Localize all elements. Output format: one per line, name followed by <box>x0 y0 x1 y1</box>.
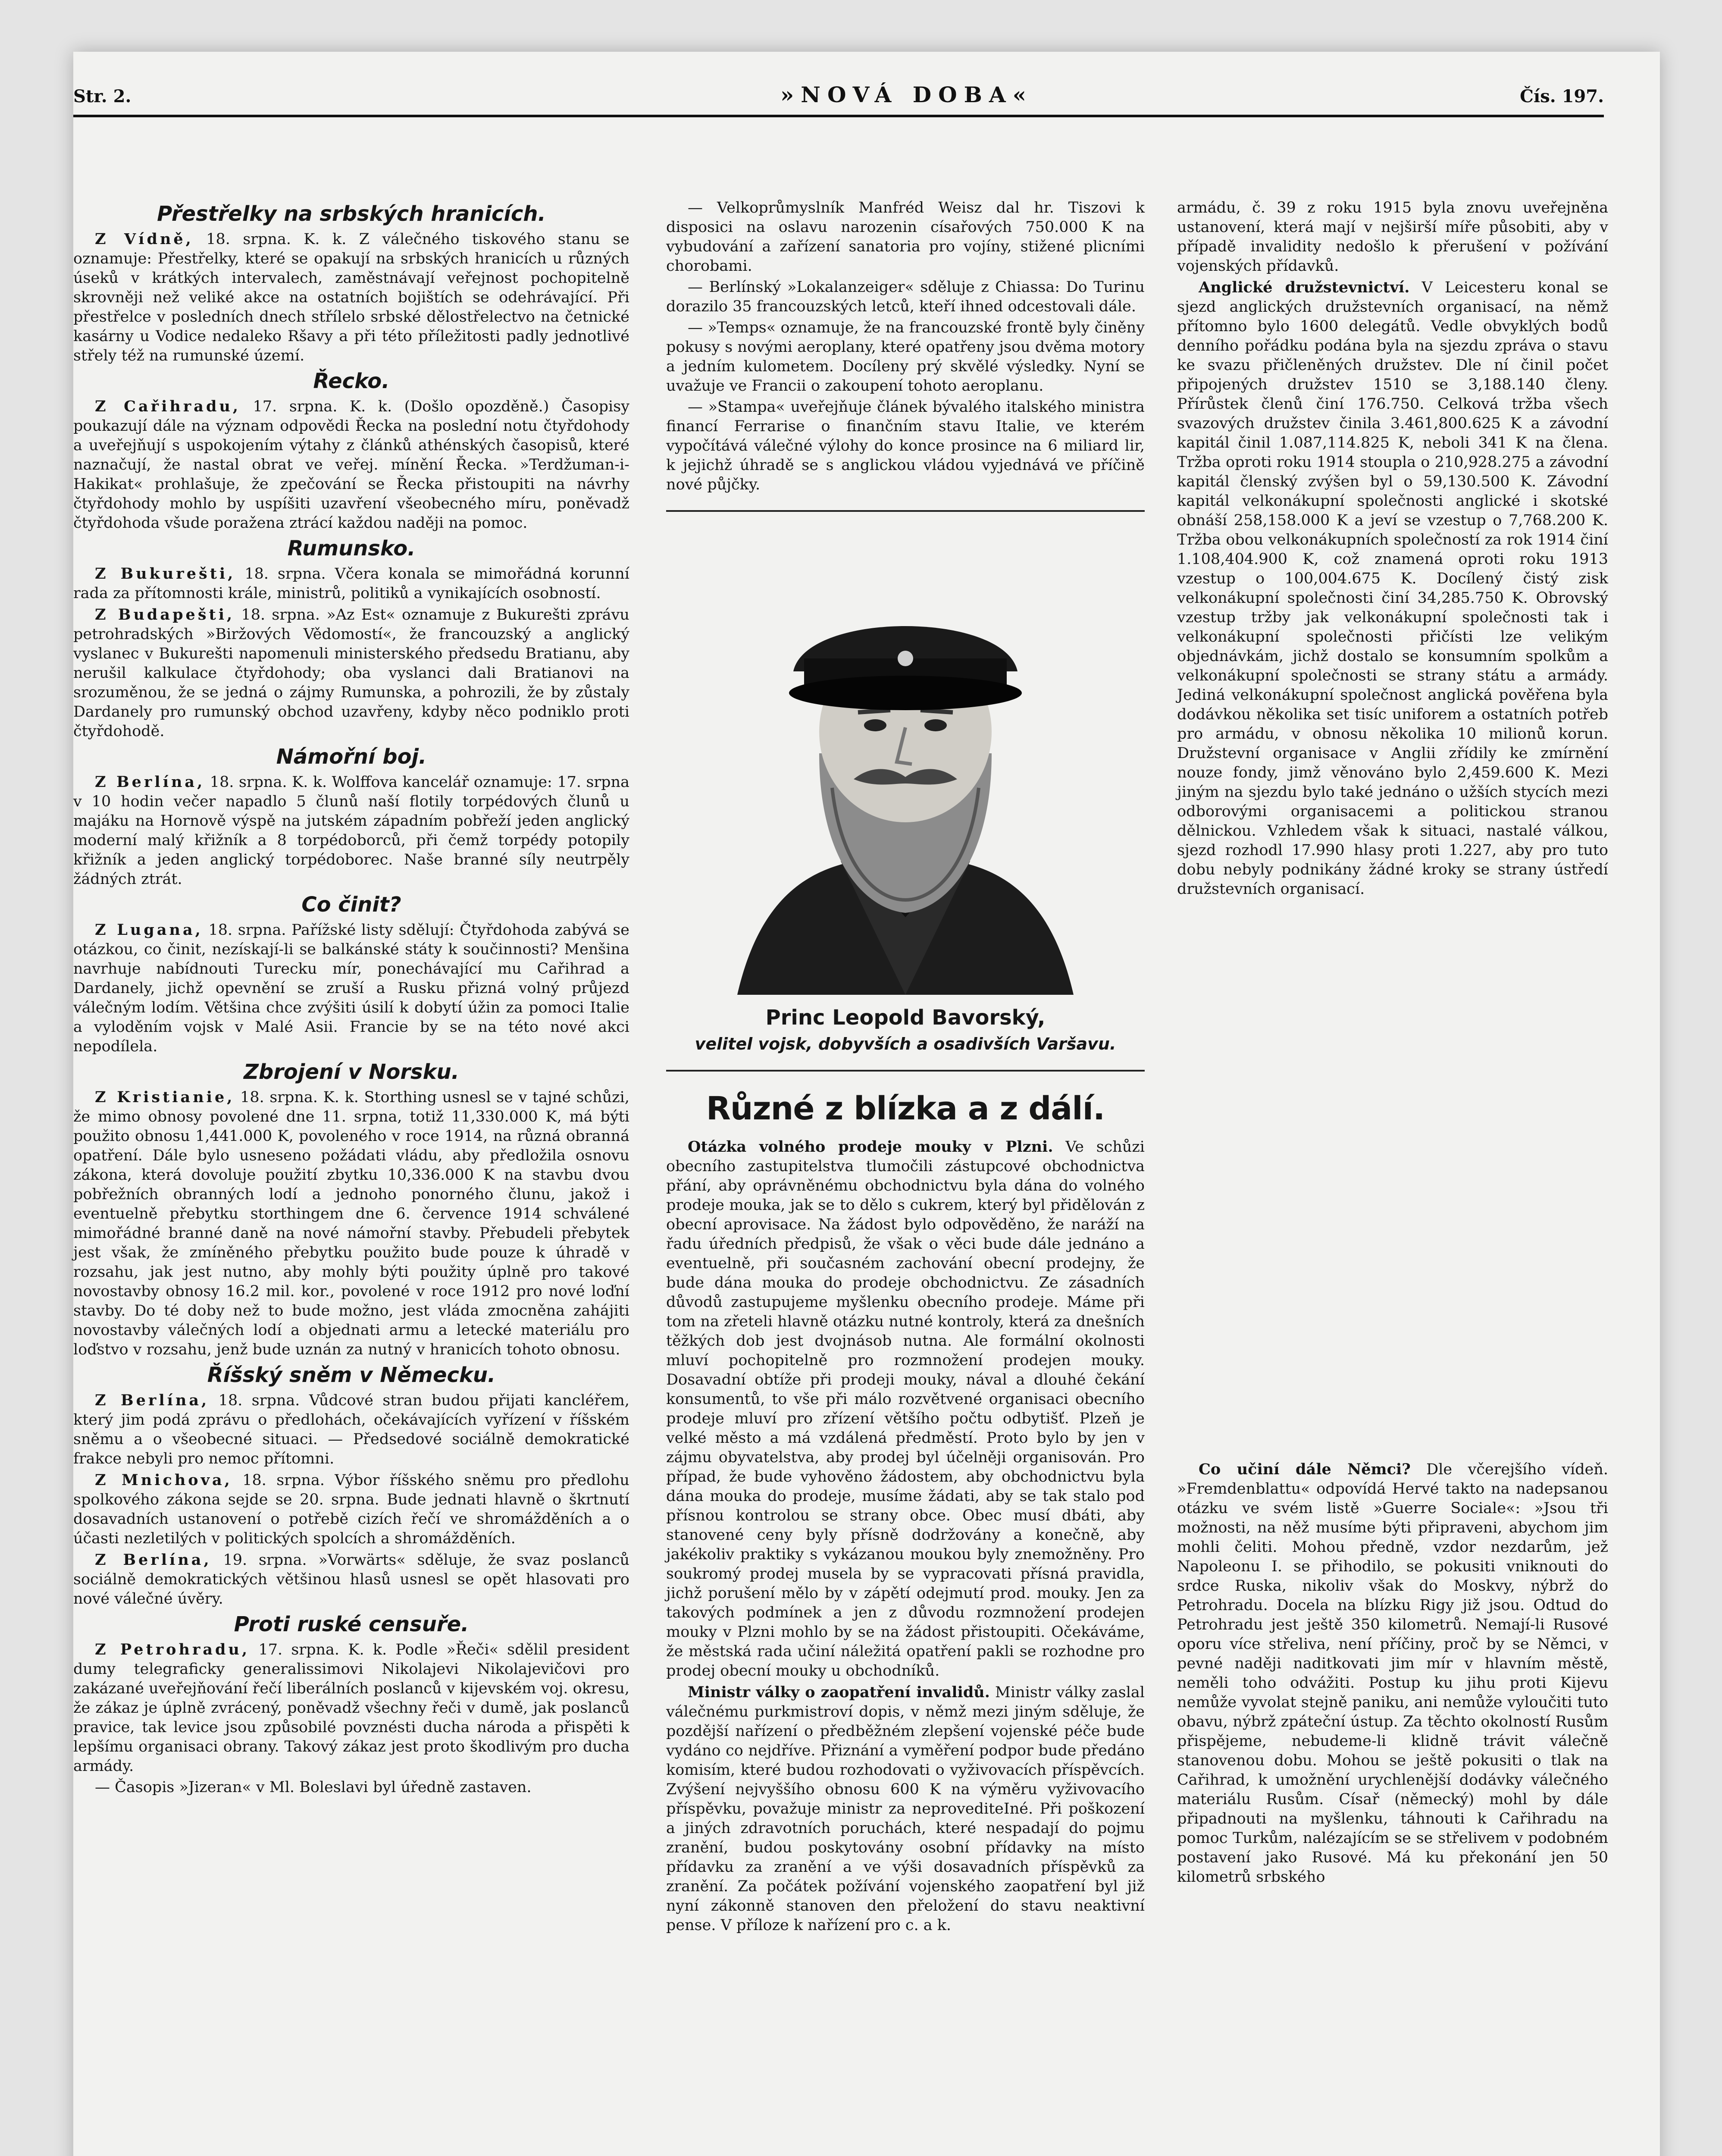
page-header <box>73 73 1604 121</box>
header-rule <box>73 115 1604 117</box>
article-paragraph <box>666 1683 1145 1935</box>
article-heading: Námořní boj. <box>276 745 427 769</box>
dateline-place: Z Budapešti, <box>95 606 235 624</box>
portrait-illustration <box>711 529 1099 995</box>
article-paragraph <box>73 1640 629 1776</box>
article-heading: Rumunsko. <box>287 536 416 561</box>
news-item: — Velkoprůmyslník Manfréd Weisz dal hr. Tiszovi k disposici na oslavu narozenin císařových 750.000 K na vybudování a zařízení sanatoria pro vojíny, stižené plicními chorobami. <box>666 199 1145 275</box>
portrait-subcaption: velitel vojsk, dobyvších a osadivších Varšavu. <box>695 1034 1116 1053</box>
article-text: 18. srpna. Výbor říšského sněmu pro předlohu spolkového zákona sejde se 20. srpna. Bude jednati hlavně o škrtnutí dosavadních ustanovení o potřebě cizích řečí ve shromážděních a o účasti nezletilých v politických spolcích a shromážděních. <box>73 1472 629 1547</box>
article-paragraph <box>666 1137 1145 1681</box>
article-paragraph <box>73 605 629 741</box>
article-text: 19. srpna. »Vorwärts« sděluje, že svaz poslanců sociálně demokratických většinou hlasů usnesl se opět hlasovati pro nové válečné úvěry. <box>73 1551 629 1608</box>
article-subheading: Co učiní dále Němci? <box>1199 1460 1411 1478</box>
article-paragraph <box>73 1470 629 1548</box>
article-text: V Leicesteru konal se sjezd anglických družstevních organisací, na němž přítomno bylo 1600 delegátů. Vedle obvyklých bodů denního pořádku podána byla na sjezdu zpráva o stavu ke svazu přičleněných družstev. Dle ní činil počet připojených družstev 1510 se 3,188.140 členy. Přírůstek členů činí 176.750. Celková tržba všech svazových družstev činila 3.461,800.625 K a závodní kapitál činil 1.087,114.825 K, neboli 341 K na člena. Tržba oproti roku 1914 stoupla o 210,928.275 a závodní kapitál členský zvýšen byl o 59,130.500 K. Závodní kapitál velkonákupní společnosti anglické i skotské obnáší 258,158.000 K a jeví se vzestup o 7,768.200 K. Tržba obou velkonákupních společností za rok 1914 činí 1.108,404.900 K, což znamená oproti roku 1913 vzestup o 100,004.675 K. Docílený čistý zisk velkonákupní společnosti činí 34,285.750 K. Obrovský vzestup tržby jak velkonákupní společnosti tak i velkonákupní společnosti přičísti lze velikým objednávkám, jichž dostalo se konsumním spolkům a velkonákupní společnosti se strany státu a armády. Jediná velkonákupní společnost anglická pověřena byla dodávkou několika set tisíc uniforem a ostatních potřeb pro armádu, v obnosu několika 10 milionů korun. Družstevní organisace v Anglii zřídily ke zmírnění nouze fondy, jimž věnováno bylo 2,459.600 K. Mezi jiným na sjezdu bylo také jednáno o užších stycích mezi odborovými organisacemi a politickou stranou dělnickou. Vzhledem však k situaci, nastalé válkou, sjezd rozhodl 17.990 hlasy proti 1.227, aby pro tuto dobu nebyly podnikány žádné kroky se strany ústředí družstevních organisací. <box>1177 279 1608 898</box>
article-paragraph <box>1177 1460 1608 1887</box>
section-heading: Různé z blízka a z dálí. <box>706 1090 1105 1127</box>
divider <box>666 1070 1145 1072</box>
article-heading: Co činit? <box>301 893 401 917</box>
article-text: Ve schůzi obecního zastupitelstva tlumočili zástupcové obchodnictva přání, aby oprávněnému obchodnictvu byla dána do volného prodeje mouka, jak se to dělo s cukrem, který byl přidělován z obecní aprovisace. Na žádost bylo odpověděno, že naráží na řadu úředních předpisů, že však o věci bude dále jednáno a eventuelně, při současném zachování obecní prodejny, že bude dána mouka do prodeje obchodnictvu. Ze zásadních důvodů zastupujeme myšlenku obecního prodeje. Máme při tom na zřeteli hlavně otázku nutné kontroly, která za dnešních těžkých dob jest dvojnásob nutna. Ale formální okolnosti mluví pochopitelně pro rozmnožení prodejen mouky. Dosavadní obtíže při prodeji mouky, nával a dlouhé čekání konsumentů, to vše při málo rozvětvené organisaci obecního prodeje mluví pro zřízení většího počtu odbytišť. Plzeň je velké město a má vzdálená předměstí. Proto bylo by jen v zájmu obyvatelstva, aby prodej byl účelněji organisován. Pro případ, že bude vyhověno žádostem, aby obchodnictvu byla dána mouka do prodeje, musíme žádati, aby se tak stalo pod přísnou kontrolou se strany obce. Obec musí dbáti, aby stanovené ceny byly přísně dodržovány a konečně, aby jakékoliv praktiky s vykázanou moukou byly znemožněny. Pro soukromý prodej musela by se vypracovati přísná pravidla, jichž porušení mělo by v zápětí odejmutí prod. mouky. Jen za takových podmínek a jen z důvodu rozmnožení prodejen mouky v Plzni mohlo by se na žádost přistoupiti. Očekáváme, že městská rada učiní náležitá opatření pakli se rozhodne pro prodej obecní mouky u obchodníků. <box>666 1138 1145 1680</box>
portrait-figure <box>666 529 1145 995</box>
article-subheading: Anglické družstevnictví. <box>1199 279 1410 296</box>
article-text: 17. srpna. K. k. Podle »Řeči« sdělil president dumy telegraficky generalissimovi Nikolajevi Nikolajevičovi pro zakázané uveřejňování řečí liberálních poslanců v kijevském voj. okresu, že zákaz je úplně zvrácený, poněvadž všechny řeči v dumě, jak poslanců pravice, tak levice jsou způsobilé povznésti ducha národa a přispěti k lepšímu organisaci obrany. Takový zákaz jest proto škodlivým pro ducha armády. <box>73 1641 629 1775</box>
article-paragraph <box>73 1087 629 1360</box>
article-paragraph <box>73 1391 629 1469</box>
article-heading: Řecko. <box>313 369 390 393</box>
article-text: 18. srpna. K. k. Storthing usnesl se v tajné schůzi, že mimo obnosy povolené dne 11. srpna, totiž 11,330.000 K, má býti použito obnosu 1,441.000 K, povoleného v roce 1914, na různá obranná opatření. Dále bylo usneseno požádati vládu, aby předložila osnovu zákona, která dovoluje použití zbytku 10,336.000 K na stavbu dvou pobřežních obranných lodí a jednoho ponorného člunu, jakož i eventuelně přebytku storthingem dne 6. července 1914 schválené mimořádné branné daně na nové námořní stavby. Přebudeli přebytek jest však, že zmíněného přebytku použito bude pouze k úhradě v rozsahu, jak jest nutno, aby mohly býti použity úplně pro takové novostavby obnosy 16.2 mil. kor., povolené v roce 1912 pro nové loďní stavby. Do té doby než to bude možno, jest vláda zmocněna zahájiti novostavby válečných lodí a objednati armu a letecké materiálu pro loďstvo v rozsahu, jenž bude uznán za nutný v hranicích tohoto obnosu. <box>73 1089 629 1358</box>
dateline-place: Z Petrohradu, <box>95 1641 250 1658</box>
article-text: 18. srpna. Pařížské listy sdělují: Čtyřdohoda zabývá se otázkou, co činit, nezískají-li se balkánské státy k součinnosti? Menšina navrhuje nabídnouti Turecku mír, ponechávající mu Cařihrad a Dardanely, jichž opevnění se zruší a Rusku přizná volný průjezd válečným lodím. Většina chce zvýšiti úsilí k dobytí úžin za pomoci Italie a vyloděním vojsk v Malé Asii. Francie by se na této nové akci nepodílela. <box>73 921 629 1055</box>
article-subheading: Ministr války o zaopatření invalidů. <box>688 1683 990 1701</box>
article-paragraph <box>73 397 629 533</box>
column-2 <box>666 198 1145 1937</box>
article-text: 18. srpna. Včera konala se mimořádná korunní rada za přítomnosti krále, ministrů, politiků a vynikajících osobností. <box>73 565 629 602</box>
article-paragraph <box>73 772 629 889</box>
dateline-place: Z Lugana, <box>95 921 203 939</box>
article-paragraph <box>73 920 629 1056</box>
column-1 <box>73 198 629 1799</box>
article-paragraph: armádu, č. 39 z roku 1915 byla znovu uveřejněna ustanovení, která mají v nejširší míře působiti, aby v případě invalidity nedošlo k přerušení v požívání vojenských přídavků. <box>1177 199 1608 275</box>
article-heading: Přestřelky na srbských hranicích. <box>157 202 546 226</box>
article-heading: Říšský sněm v Německu. <box>207 1363 496 1387</box>
dateline-place: Z Berlína, <box>95 1391 210 1409</box>
article-paragraph <box>73 564 629 603</box>
article-text: 18. srpna. Vůdcové stran budou přijati kancléřem, který jim podá zprávu o předlohách, očekávajících vyřízení v říšském sněmu a o všeobecné situaci. — Předsedové sociálně demokratické frakce nebyli pro nemoc přítomni. <box>73 1392 629 1467</box>
article-text: Dle včerejšího vídeň. »Fremdenblattu« odpovídá Hervé takto na nadepsanou otázku ve svém listě »Guerre Sociale«: »Jsou tři možnosti, na něž musíme býti připraveni, abychom jim mohli čeliti. Mohou předně, vzdor nezdarům, jež Napoleonu I. se přihodilo, se pokusiti vniknouti do srdce Ruska, nikoliv však do Moskvy, nýbrž do Petrohradu. Docela na blízku Rigy již jsou. Odtud do Petrohradu jest ještě 350 kilometrů. Nemají-li Rusové oporu více střeliva, není příčiny, proč by se Němci, v pevné naději naditkovati jim mír v hlavním městě, neměli toho odvážiti. Postup ku jihu proti Kijevu nemůže vyvolat stejně paniku, ani nemůže vyloučiti tuto obavu, nýbrž zpáteční ústup. Za těchto okolností Rusům přispějeme, nebudeme-li klidně trávit válečně stanovenou dobu. Mohou se ještě pokusiti o tlak na Cařihrad, k umožnění urychlenější dodávky válečného materiálu Rusům. Císař (německý) mohl by dále připadnouti na myšlenku, táhnouti k Cařihradu na pomoc Turkům, nalézajícím se se střelivem v podobném postavení jako Rusové. Má ku překonání jen 50 kilometrů srbského <box>1177 1461 1608 1886</box>
dateline-place: Z Bukurešti, <box>95 565 236 583</box>
article-heading: Proti ruské censuře. <box>234 1612 469 1636</box>
column-3 <box>1177 198 1608 1889</box>
divider <box>666 510 1145 512</box>
dateline-place: Z Vídně, <box>95 230 194 248</box>
news-item: — »Stampa« uveřejňuje článek bývalého italského ministra financí Ferrarise o finančním stavu Italie, ve kterém vypočítává válečné výlohy do konce prosince na 6 miliard lir, k jejichž úhradě se s anglickou vládou vyjednává ve příčině nové půjčky. <box>666 398 1145 493</box>
article-subheading: Otázka volného prodeje mouky v Plzni. <box>688 1138 1053 1156</box>
masthead: »NOVÁ DOBA« <box>780 82 1033 107</box>
article-text: 18. srpna. K. k. Wolffova kancelář oznamuje: 17. srpna v 10 hodin večer napadlo 5 člunů naší flotily torpédových člunů u majáku na Hornově výspě na jutském západním pobřeží jeden anglický moderní malý křižník a 8 torpédoborců, při čemž torpédy potopily křižník a jeden anglický torpédoborec. Naše branné síly neutrpěly žádných ztrát. <box>73 774 629 888</box>
article-heading: Zbrojení v Norsku. <box>244 1060 459 1084</box>
portrait-caption: Princ Leopold Bavorský, <box>765 1006 1046 1030</box>
article-text: 18. srpna. K. k. Z válečného tiskového stanu se oznamuje: Přestřelky, které se opakují na srbských hranicích u různých úseků v krátkých intervalech, zaměstnávají veřejnost pochopitelně skrovněji než veliké akce na ostatních bojištích se odehrávající. Při přestřelce v posledních dnech střílelo srbské dělostřelectvo na četnické kasárny u Vodice nedaleko Ršavy a při této příležitosti padly jednotlivé střely též na rumunské území. <box>73 231 629 364</box>
article-paragraph <box>1177 278 1608 899</box>
dateline-place: Z Mnichova, <box>95 1471 232 1489</box>
article-paragraph: — Časopis »Jizeran« v Ml. Boleslavi byl úředně zastaven. <box>95 1779 532 1796</box>
article-paragraph <box>73 229 629 366</box>
news-item: — »Temps« oznamuje, že na francouzské frontě byly činěny pokusy s novými aeroplany, které opatřeny jsou dvěma motory a jedním kulometem. Docíleny prý skvělé výsledky. Nyní se uvažuje ve Francii o zakoupení tohoto aeroplanu. <box>666 319 1145 395</box>
dateline-place: Z Kristianie, <box>95 1088 235 1106</box>
dateline-place: Z Cařihradu, <box>95 398 241 415</box>
article-text: Ministr války zaslal válečnému purkmistroví dopis, v němž mezi jiným sděluje, že pozdější nařízení o předběžném zlepšení vojenské péče bude vydáno co nejdříve. Přiznání a vyměření podpor bude předáno komisím, které budou rozhodovati o vyživovacích příspěvcích. Zvýšení nejvyššího obnosu 600 K na výměru vyživovacího příspěvku, považuje ministr za neprovediteIné. Při poškození a jiných zdravotních poruchách, které nespadají do pojmu zranění, budou poskytovány osobní přídavky na místo přídavku za zranění a ve výši dosavadních příspěvků za zranění. Za počátek požívání vojenského zaopatření byl již nyní zákonně stanoven den přeložení do stavu neaktivní pense. V příloze k nařízení pro c. a k. <box>666 1684 1145 1934</box>
dateline-place: Z Berlína, <box>95 1551 212 1569</box>
page-number: Str. 2. <box>73 86 131 107</box>
article-text: 18. srpna. »Az Est« oznamuje z Bukurešti zprávu petrohradských »Biržových Vědomostí«, že francouzský a anglický vyslanec v Bukurešti napomenuli ministerského předsedu Bratianu, aby nerušil kalkulace čtyřdohody; oba vyslanci dali Bratianovi na srozuměnou, že se jedná o zájmy Rumunska, a pohrozili, že by zůstaly Dardanely pro rumunský obchod uzavřeny, kdyby něco podniklo proti čtyřdohodě. <box>73 606 629 740</box>
dateline-place: Z Berlína, <box>95 773 205 791</box>
news-item: — Berlínský »Lokalanzeiger« sděluje z Chiassa: Do Turinu dorazilo 35 francouzských letců, kteří ihned odcestovali dále. <box>666 279 1145 315</box>
article-paragraph <box>73 1550 629 1609</box>
article-text: 17. srpna. K. k. (Došlo opozděně.) Časopisy poukazují dále na význam odpovědi Řecka na poslední notu čtyřdohody a uveřejňují s uspokojením výtahy z článků athénských časopisů, které naznačují, že nastal obrat ve veřej. mínění Řecka. »Terdžuman-i-Hakikat« prohlašuje, že zpečování se Řecka přistoupiti na návrhy čtyřdohody mohlo by uspíšiti uzavření všeobecného míru, poněvadž čtyřdohoda všude poražena ztrácí každou naději na pomoc. <box>73 398 629 532</box>
issue-number: Čís. 197. <box>1520 86 1604 107</box>
